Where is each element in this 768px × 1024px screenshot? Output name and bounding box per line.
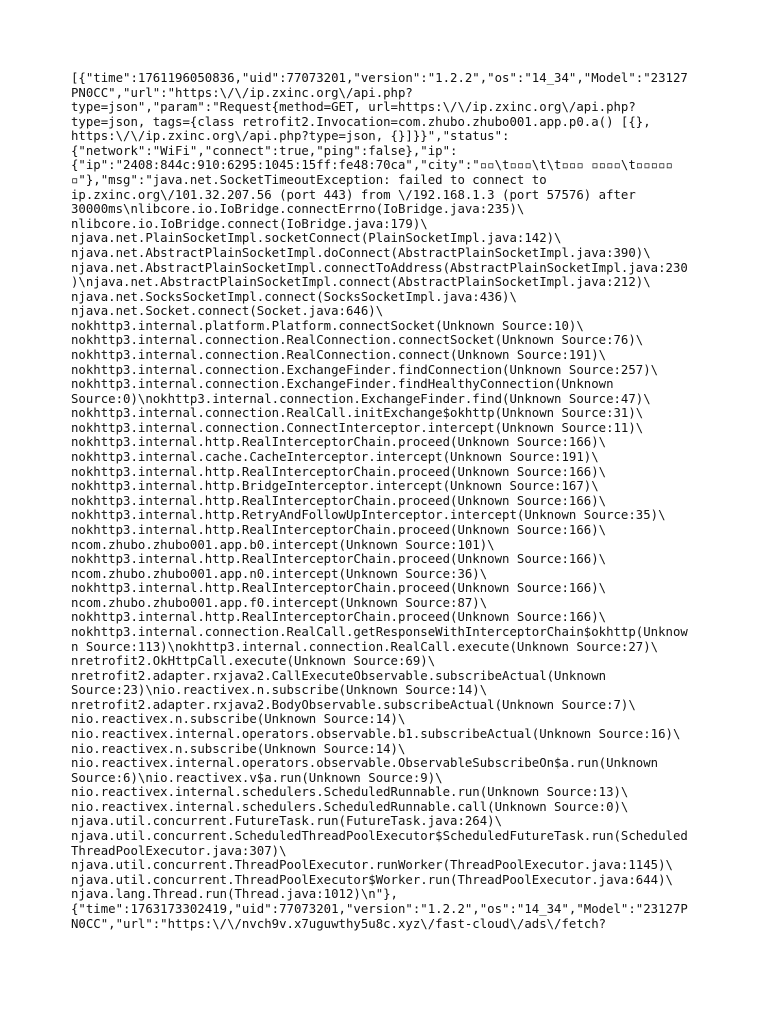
log-line: nokhttp3.internal.connection.RealConnection.connectSocket(Unknown Source:76)\ — [71, 333, 644, 348]
log-line: Source:23)\nio.reactivex.n.subscribe(Unknown Source:14)\ — [71, 683, 488, 698]
log-line: nio.reactivex.internal.operators.observable.b1.subscribeActual(Unknown Source:16)\ — [71, 727, 681, 742]
log-line: nio.reactivex.n.subscribe(Unknown Source:14)\ — [71, 712, 406, 727]
log-line: njava.util.concurrent.ScheduledThreadPoolExecutor$ScheduledFutureTask.run(Scheduled — [71, 829, 688, 844]
log-line: njava.lang.Thread.run(Thread.java:1012)\n"}, — [71, 887, 398, 902]
log-line: nokhttp3.internal.connection.ExchangeFinder.findHealthyConnection(Unknown — [71, 377, 614, 392]
log-line: )\njava.net.AbstractPlainSocketImpl.connect(AbstractPlainSocketImpl.java:212)\ — [71, 275, 651, 290]
log-line: nokhttp3.internal.connection.ConnectInterceptor.intercept(Unknown Source:11)\ — [71, 420, 644, 435]
log-line: njava.util.concurrent.FutureTask.run(FutureTask.java:264)\ — [71, 814, 503, 829]
log-line: nokhttp3.internal.http.RealInterceptorChain.proceed(Unknown Source:166)\ — [71, 552, 607, 567]
log-line: nretrofit2.adapter.rxjava2.BodyObservable.subscribeActual(Unknown Source:7)\ — [71, 697, 636, 712]
log-line: ncom.zhubo.zhubo001.app.n0.intercept(Unknown Source:36)\ — [71, 566, 488, 581]
log-line: njava.net.Socket.connect(Socket.java:646)\ — [71, 304, 384, 319]
log-line: nokhttp3.internal.connection.ExchangeFinder.findConnection(Unknown Source:257)\ — [71, 362, 659, 377]
log-line: nokhttp3.internal.http.BridgeInterceptor.intercept(Unknown Source:167)\ — [71, 479, 599, 494]
log-line: ncom.zhubo.zhubo001.app.b0.intercept(Unknown Source:101)\ — [71, 537, 495, 552]
log-line: nokhttp3.internal.http.RetryAndFollowUpInterceptor.intercept(Unknown Source:35)\ — [71, 508, 666, 523]
log-line: nokhttp3.internal.connection.RealConnection.connect(Unknown Source:191)\ — [71, 347, 607, 362]
log-line: nokhttp3.internal.http.RealInterceptorChain.proceed(Unknown Source:166)\ — [71, 522, 607, 537]
log-line: nokhttp3.internal.cache.CacheInterceptor.intercept(Unknown Source:191)\ — [71, 450, 599, 465]
log-line: nlibcore.io.IoBridge.connect(IoBridge.java:179)\ — [71, 216, 428, 231]
log-line: PN0CC","url":"https:\/\/ip.zxinc.org\/api.php? — [71, 85, 413, 100]
log-line: njava.net.AbstractPlainSocketImpl.doConnect(AbstractPlainSocketImpl.java:390)\ — [71, 245, 651, 260]
log-line: nretrofit2.OkHttpCall.execute(Unknown Source:69)\ — [71, 654, 436, 669]
log-line: ▫"},"msg":"java.net.SocketTimeoutException: failed to connect to — [71, 173, 547, 188]
log-line: https:\/\/ip.zxinc.org\/api.php?type=json, {}]}}","status": — [71, 129, 510, 144]
log-line: ncom.zhubo.zhubo001.app.f0.intercept(Unknown Source:87)\ — [71, 595, 488, 610]
log-line: Source:0)\nokhttp3.internal.connection.ExchangeFinder.find(Unknown Source:47)\ — [71, 391, 651, 406]
log-line: nio.reactivex.n.subscribe(Unknown Source:14)\ — [71, 741, 406, 756]
log-line: njava.util.concurrent.ThreadPoolExecutor.runWorker(ThreadPoolExecutor.java:1145)\ — [71, 858, 673, 873]
log-line: njava.net.SocksSocketImpl.connect(SocksSocketImpl.java:436)\ — [71, 289, 517, 304]
log-line: nokhttp3.internal.platform.Platform.connectSocket(Unknown Source:10)\ — [71, 318, 584, 333]
log-line: nokhttp3.internal.connection.RealCall.initExchange$okhttp(Unknown Source:31)\ — [71, 406, 644, 421]
log-text-block — [71, 71, 701, 931]
log-line: ip.zxinc.org\/101.32.207.56 (port 443) from \/192.168.1.3 (port 57576) after — [71, 187, 636, 202]
log-line: [{"time":1761196050836,"uid":77073201,"version":"1.2.2","os":"14_34","Model":"23127 — [71, 71, 688, 85]
log-line: type=json, tags={class retrofit2.Invocation=com.zhubo.zhubo001.app.p0.a() [{}, — [71, 114, 651, 129]
log-line: type=json","param":"Request{method=GET, url=https:\/\/ip.zxinc.org\/api.php? — [71, 100, 636, 115]
log-line: nio.reactivex.internal.operators.observable.ObservableSubscribeOn$a.run(Unknown — [71, 756, 659, 771]
log-line: N0CC","url":"https:\/\/nvch9v.x7uguwthy5u8c.xyz\/fast-cloud\/ads\/fetch? — [71, 916, 607, 931]
log-line: nokhttp3.internal.http.RealInterceptorChain.proceed(Unknown Source:166)\ — [71, 610, 607, 625]
log-line: nretrofit2.adapter.rxjava2.CallExecuteObservable.subscribeActual(Unknown — [71, 668, 607, 683]
log-line: 30000ms\nlibcore.io.IoBridge.connectErrno(IoBridge.java:235)\ — [71, 202, 525, 217]
log-line: nokhttp3.internal.http.RealInterceptorChain.proceed(Unknown Source:166)\ — [71, 435, 607, 450]
log-line: nokhttp3.internal.http.RealInterceptorChain.proceed(Unknown Source:166)\ — [71, 464, 607, 479]
log-line: njava.net.AbstractPlainSocketImpl.connectToAddress(AbstractPlainSocketImpl.java:230 — [71, 260, 688, 275]
log-line: nio.reactivex.internal.schedulers.ScheduledRunnable.call(Unknown Source:0)\ — [71, 799, 629, 814]
log-line: nokhttp3.internal.http.RealInterceptorChain.proceed(Unknown Source:166)\ — [71, 493, 607, 508]
log-line: Source:6)\nio.reactivex.v$a.run(Unknown Source:9)\ — [71, 770, 443, 785]
log-line: {"ip":"2408:844c:910:6295:1045:15ff:fe48:70ca","city":"▫▫\t▫▫▫\t\t▫▫▫ ▫▫▫▫\t▫▫▫▫▫ — [71, 158, 673, 173]
log-line: n Source:113)\nokhttp3.internal.connection.RealCall.execute(Unknown Source:27)\ — [71, 639, 659, 654]
log-line: {"network":"WiFi","connect":true,"ping":false},"ip": — [71, 143, 458, 158]
log-line: nio.reactivex.internal.schedulers.ScheduledRunnable.run(Unknown Source:13)\ — [71, 785, 629, 800]
log-line: nokhttp3.internal.http.RealInterceptorChain.proceed(Unknown Source:166)\ — [71, 581, 607, 596]
log-line: ThreadPoolExecutor.java:307)\ — [71, 843, 287, 858]
log-line: {"time":1763173302419,"uid":77073201,"version":"1.2.2","os":"14_34","Model":"23127P — [71, 901, 688, 916]
log-line: njava.net.PlainSocketImpl.socketConnect(PlainSocketImpl.java:142)\ — [71, 231, 562, 246]
log-line: njava.util.concurrent.ThreadPoolExecutor$Worker.run(ThreadPoolExecutor.java:644)\ — [71, 872, 673, 887]
log-line: nokhttp3.internal.connection.RealCall.getResponseWithInterceptorChain$okhttp(Unknow — [71, 624, 688, 639]
